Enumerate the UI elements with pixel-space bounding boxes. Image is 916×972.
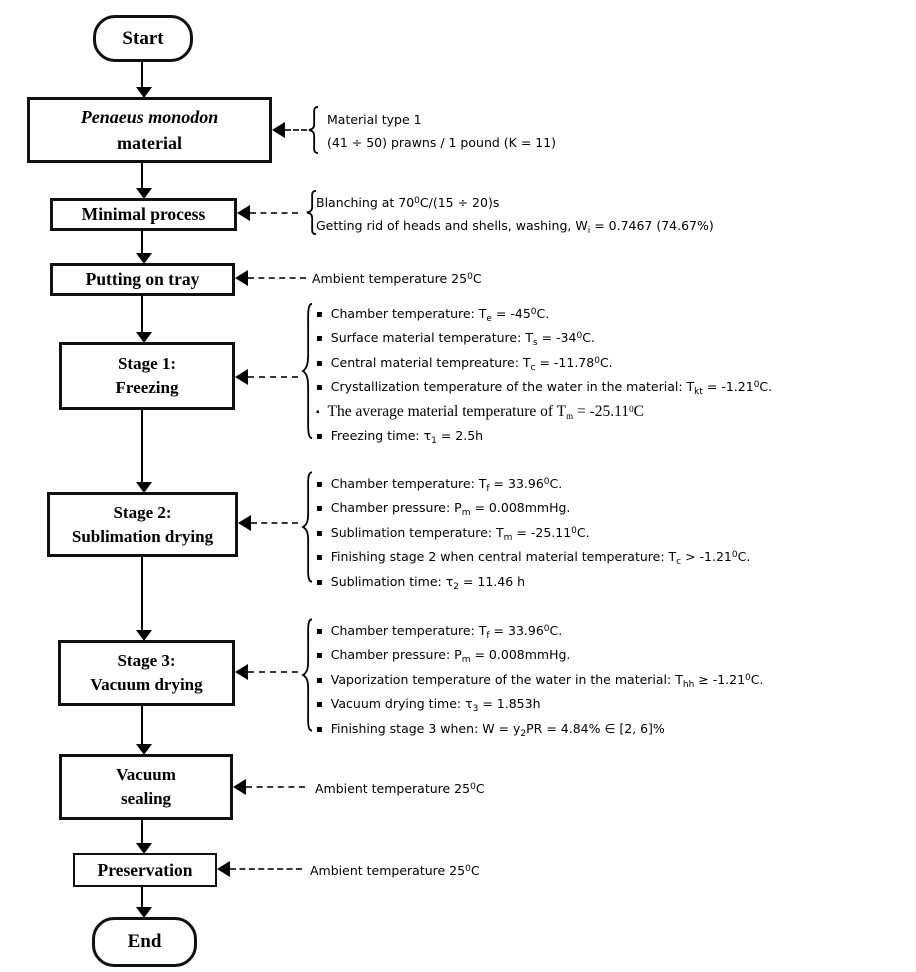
anno-arrow-stage2: [251, 522, 298, 524]
anno-arrow-stage1: [248, 376, 298, 378]
node-start-label: Start: [122, 27, 164, 49]
anno-arrow-material: [285, 129, 307, 131]
annotation-line: ▪ Central material tempreature: $T_c = -11.78^0C$.: [316, 352, 772, 376]
flow-arrow-tray-stage1: [141, 296, 143, 333]
node-preservation-label: Preservation: [97, 859, 193, 880]
node-stage2-line2: Sublimation drying: [71, 526, 214, 546]
preservation-annotation: [310, 860, 480, 882]
stage2-annotations: [316, 473, 750, 595]
flow-arrow-start-material: [141, 62, 143, 88]
annotation-line: (41 ÷ 50) prawns / 1 pound (K = 11): [327, 135, 557, 150]
anno-arrow-tray: [248, 277, 306, 279]
tray-annotation: [312, 268, 482, 290]
flow-arrow-minimal-tray: [141, 231, 143, 254]
annotation-line: Ambient temperature $25^0C$: [315, 781, 485, 796]
node-minimal-process: [50, 198, 237, 231]
node-stage1-line1: Stage 1:: [117, 354, 177, 373]
annotation-line: ▪ The average material temperature of $T_m = -25.11^0C$: [316, 401, 772, 425]
node-putting-on-tray: [50, 263, 235, 296]
node-vacseal-line1: Vacuum: [116, 765, 176, 784]
annotation-line: ▪ Finishing stage 2 when central material temperature: $T_c > -1.21^0C$.: [316, 546, 750, 570]
annotation-line: Ambient temperature $25^0C$: [312, 271, 482, 286]
annotation-line: ▪ Sublimation time: $\tau_2 = 11.46$ h: [316, 571, 750, 595]
annotation-line: ▪ Chamber pressure: $P_m$ = 0.008mmHg.: [316, 644, 763, 668]
node-stage2-sublimation-drying: [47, 492, 238, 557]
node-material-line2: material: [117, 133, 182, 153]
node-stage1-line2: Freezing: [115, 378, 179, 397]
brace-stage2: [301, 470, 314, 584]
node-stage1-freezing: [59, 342, 235, 410]
annotation-line: ▪ Chamber temperature: $T_f = 33.96^0C$.: [316, 620, 763, 644]
annotation-line: ▪ Crystallization temperature of the water in the material: $T_{kt} = -1.21^0C$.: [316, 376, 772, 400]
annotation-line: Getting rid of heads and shells, washing, $W_i = 0.7467$ (74.67%): [316, 218, 714, 236]
annotation-line: Ambient temperature $25^0C$: [310, 863, 480, 878]
material-annotations: [327, 108, 556, 154]
annotation-line: ▪ Surface material temperature: $T_s = -34^0C$.: [316, 327, 772, 351]
anno-arrow-minimal: [250, 212, 298, 214]
node-material-line1: Penaeus monodon: [80, 107, 219, 127]
stage3-annotations: [316, 620, 763, 742]
anno-arrow-vacseal: [246, 786, 305, 788]
node-stage2-line1: Stage 2:: [113, 502, 172, 522]
annotation-line: ▪ Vaporization temperature of the water in the material: $T_{hh} \ge -1.21^0C$.: [316, 669, 763, 693]
flow-arrow-stage3-vacseal: [141, 706, 143, 745]
minimal-process-annotations: [316, 191, 714, 237]
annotation-line: ▪ Chamber pressure: $P_m$ = 0.008mmHg.: [316, 497, 750, 521]
node-tray-label: Putting on tray: [85, 269, 200, 289]
flow-arrow-vacseal-preservation: [141, 820, 143, 844]
flow-arrow-material-minimal: [141, 163, 143, 189]
node-end: [92, 917, 197, 967]
annotation-line: ▪ Sublimation temperature: $T_m = -25.11^0C$.: [316, 522, 750, 546]
annotation-line: ▪ Finishing stage 3 when: $W = y_2PR = 4.84\%$ ∈ [2, 6]%: [316, 718, 763, 742]
annotation-line: ▪ Vacuum drying time: $\tau_3 = 1.853h$: [316, 693, 763, 717]
brace-stage3: [301, 617, 314, 733]
node-vacseal-line2: sealing: [120, 789, 172, 808]
flow-arrow-stage2-stage3: [141, 557, 143, 631]
anno-arrow-stage3: [248, 671, 298, 673]
annotation-line: ▪ Chamber temperature: $T_e = -45^0C$.: [316, 303, 772, 327]
node-stage3-line1: Stage 3:: [117, 651, 176, 670]
node-start: [93, 15, 193, 62]
node-stage3-line2: Vacuum drying: [90, 675, 203, 694]
flow-arrow-preservation-end: [141, 887, 143, 908]
flow-arrow-stage1-stage2: [141, 410, 143, 483]
brace-stage1: [301, 301, 314, 441]
brace-material: [307, 106, 320, 154]
node-vacuum-sealing: [59, 754, 233, 820]
annotation-line: ▪ Chamber temperature: $T_f = 33.96^0C$.: [316, 473, 750, 497]
node-preservation: [73, 853, 217, 887]
node-minimal-label: Minimal process: [81, 204, 206, 224]
annotation-line: Blanching at $70^0C/(15 \div 20)s$: [316, 195, 500, 210]
node-stage3-vacuum-drying: [58, 640, 235, 706]
annotation-line: ▪ Freezing time: $\tau_1 = 2.5h$: [316, 425, 772, 449]
node-end-label: End: [127, 931, 162, 952]
node-material: [27, 97, 272, 163]
stage1-annotations: [316, 303, 772, 449]
anno-arrow-preservation: [230, 868, 302, 870]
annotation-line: Material type 1: [327, 112, 422, 127]
vacseal-annotation: [315, 778, 485, 800]
